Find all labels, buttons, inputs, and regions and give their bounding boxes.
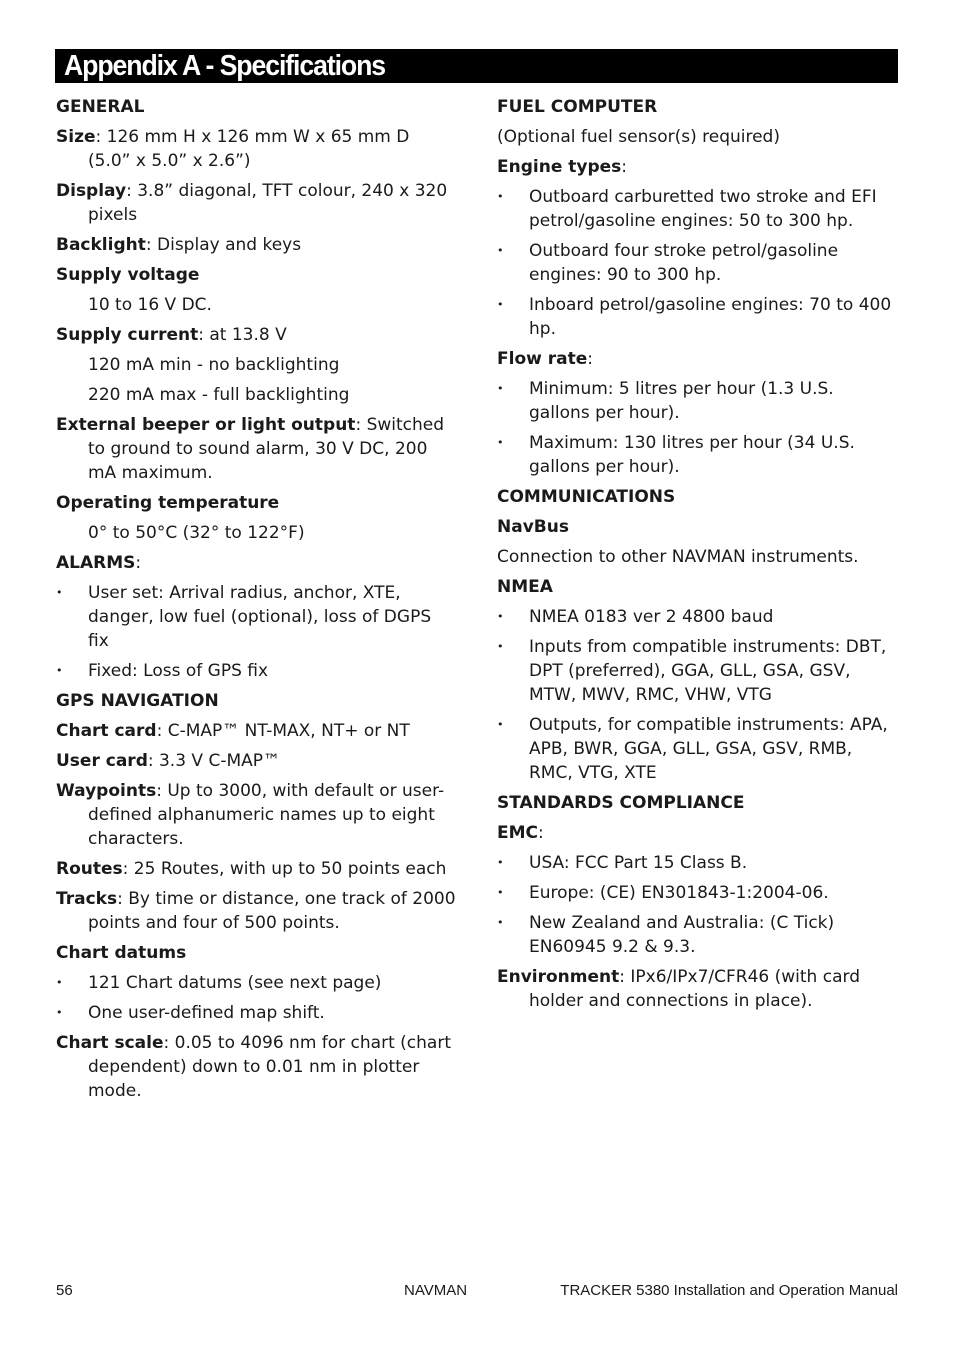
spec-user-card: User card: 3.3 V C-MAP™ xyxy=(56,751,281,771)
emc-heading: EMC: xyxy=(497,823,544,843)
list-item: • Inboard petrol/gasoline engines: 70 to 400 hp. xyxy=(497,295,892,339)
right-column xyxy=(497,95,897,1019)
bullet-icon: • xyxy=(497,244,504,257)
list-item: • Outboard carburetted two stroke and EFI petrol/gasoline engines: 50 to 300 hp. xyxy=(497,187,877,231)
spec-environment: Environment: IPx6/IPx7/CFR46 (with card holder and connections in place). xyxy=(497,967,860,1011)
list-item: • Outboard four stroke petrol/gasoline engines: 90 to 300 hp. xyxy=(497,241,839,285)
spec-beeper: External beeper or light output: Switched to ground to sound alarm, 30 V DC, 200 mA maximum. xyxy=(56,415,445,483)
bullet-icon: • xyxy=(56,976,63,989)
page-number: 56 xyxy=(56,1282,73,1299)
standards-heading: STANDARDS COMPLIANCE xyxy=(497,793,745,813)
fuel-note: (Optional fuel sensor(s) required) xyxy=(497,127,780,147)
gps-navigation-heading: GPS NAVIGATION xyxy=(56,691,219,711)
flow-rate-heading: Flow rate: xyxy=(497,349,593,369)
supply-voltage-value: 10 to 16 V DC. xyxy=(88,295,212,315)
communications-heading: COMMUNICATIONS xyxy=(497,487,676,507)
list-item: • Fixed: Loss of GPS fix xyxy=(56,661,269,681)
navbus-text: Connection to other NAVMAN instruments. xyxy=(497,547,859,567)
current-max: 220 mA max - full backlighting xyxy=(88,385,350,405)
nmea-heading: NMEA xyxy=(497,577,553,597)
spec-size: Size: 126 mm H x 126 mm W x 65 mm D (5.0” x 5.0” x 2.6”) xyxy=(56,127,410,171)
left-column xyxy=(56,95,456,1109)
bullet-icon: • xyxy=(497,298,504,311)
general-heading: GENERAL xyxy=(56,97,145,117)
bullet-icon: • xyxy=(497,640,504,653)
fuel-computer-heading: FUEL COMPUTER xyxy=(497,97,658,117)
bullet-icon: • xyxy=(56,664,63,677)
list-item: • Maximum: 130 litres per hour (34 U.S. gallons per hour). xyxy=(497,433,855,477)
operating-temp-heading: Operating temperature xyxy=(56,493,280,513)
bullet-icon: • xyxy=(497,382,504,395)
spec-chart-scale: Chart scale: 0.05 to 4096 nm for chart (chart dependent) down to 0.01 nm in plotter mode. xyxy=(56,1033,451,1101)
spec-tracks: Tracks: By time or distance, one track of 2000 points and four of 500 points. xyxy=(56,889,456,933)
section-title: Appendix A - Specifications xyxy=(64,50,386,82)
bullet-icon: • xyxy=(497,856,504,869)
navbus-heading: NavBus xyxy=(497,517,569,537)
alarms-heading: ALARMS: xyxy=(56,553,142,573)
list-item: • 121 Chart datums (see next page) xyxy=(56,973,382,993)
spec-backlight: Backlight: Display and keys xyxy=(56,235,302,255)
spec-chart-card: Chart card: C-MAP™ NT-MAX, NT+ or NT xyxy=(56,721,410,741)
bullet-icon: • xyxy=(56,1006,63,1019)
chart-datums-heading: Chart datums xyxy=(56,943,187,963)
section-title-bar xyxy=(55,49,898,83)
spec-supply-current: Supply current: at 13.8 V xyxy=(56,325,287,345)
current-min: 120 mA min - no backlighting xyxy=(88,355,340,375)
list-item: • User set: Arrival radius, anchor, XTE, danger, low fuel (optional), loss of DGPS fix xyxy=(56,583,432,651)
list-item: • New Zealand and Australia: (C Tick) EN60945 9.2 & 9.3. xyxy=(497,913,835,957)
bullet-icon: • xyxy=(497,886,504,899)
engine-types-heading: Engine types: xyxy=(497,157,628,177)
spec-routes: Routes: 25 Routes, with up to 50 points each xyxy=(56,859,447,879)
list-item: • Minimum: 5 litres per hour (1.3 U.S. gallons per hour). xyxy=(497,379,834,423)
bullet-icon: • xyxy=(497,436,504,449)
list-item: • Europe: (CE) EN301843-1:2004-06. xyxy=(497,883,829,903)
bullet-icon: • xyxy=(497,916,504,929)
list-item: • One user-defined map shift. xyxy=(56,1003,325,1023)
supply-voltage-heading: Supply voltage xyxy=(56,265,200,285)
bullet-icon: • xyxy=(497,718,504,731)
list-item: • Outputs, for compatible instruments: APA, APB, BWR, GGA, GLL, GSA, GSV, RMB, RMC, VTG, XTE xyxy=(497,715,888,783)
bullet-icon: • xyxy=(56,586,63,599)
bullet-icon: • xyxy=(497,190,504,203)
bullet-icon: • xyxy=(497,610,504,623)
list-item: • Inputs from compatible instruments: DBT, DPT (preferred), GGA, GLL, GSA, GSV, MTW, MWV, RMC, VHW, VTG xyxy=(497,637,887,705)
footer-manual-title: TRACKER 5380 Installation and Operation Manual xyxy=(560,1282,898,1299)
spec-waypoints: Waypoints: Up to 3000, with default or user-defined alphanumeric names up to eight characters. xyxy=(56,781,445,849)
list-item: • NMEA 0183 ver 2 4800 baud xyxy=(497,607,774,627)
spec-display: Display: 3.8” diagonal, TFT colour, 240 x 320 pixels xyxy=(56,181,448,225)
list-item: • USA: FCC Part 15 Class B. xyxy=(497,853,748,873)
footer-brand: NAVMAN xyxy=(404,1282,468,1299)
operating-temp-value: 0° to 50°C (32° to 122°F) xyxy=(88,523,305,543)
